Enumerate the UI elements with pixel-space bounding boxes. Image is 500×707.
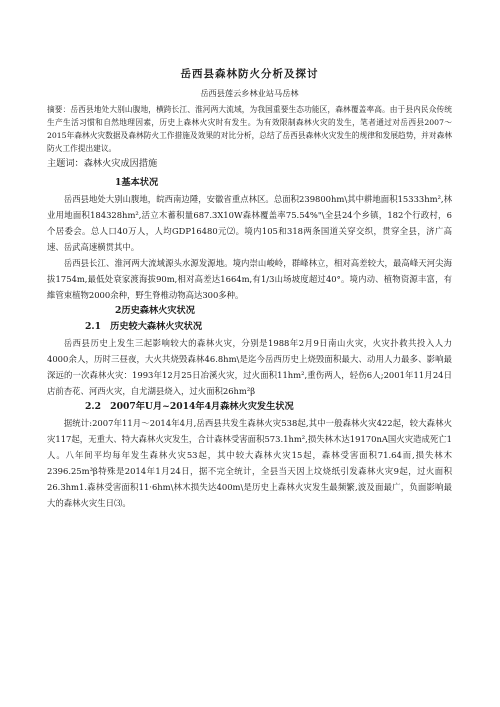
paragraph: 岳西县历史上发生三起影响较大的森林火灾，分别是1988年2月9日南山火灾，火灾扑救共投入人力4000余人，历时三昼夜，大火共烧毁森林46.8hm\是迄今岳西历史上烧毁面积最大、动用人力最多、影响最深远的一次森林火灾：1993年12月25日冶溪火灾，过火面积11hm²,重伤两人，轻伤6人;2001年11月24日店前杏花、河西火灾，自尤湖县烧入，过火面积26hm²β (47, 338, 452, 396)
section-heading: 2历史森林火灾状况 (115, 305, 195, 316)
subsection-heading: 2.2 2007年U月~2014年4月森林火灾发生状况 (85, 401, 294, 412)
subsection-major-fires (47, 319, 452, 399)
paragraph: 据统计:2007年11月～2014年4月,岳西县共发生森林火灾538起,其中一般森林火灾422起，较大森林火灾117起，无重大、特大森林火灾发生，合计森林受害面积573.1hm²,损失林木达19170nA国火灾造成死亡1人。八年间平均每年发生森林火灾53起，其中较大森林火灾15起，森林受害面积71.64而,损失林木2396.25m³β特殊是2014年1月24日，据不完全统计，全县当天因上坟烧纸引发森林火灾9起，过火面积26.3hm1.森林受害面积11·6hm\林木损失达400m\是历史上森林火灾发生最频繁,波及面最广，负面影响最大的森林火灾生日⑶。 (47, 418, 452, 508)
paragraph: 岳西县长江、淮河两大流域源头水源发源地。境内崇山峻岭，群峰林立，相对高差较大，最高峰天河尖海拔1754m,最低处衰家渡海拔90m,相对高差达1664m,有1/3山场坡度超过40°。境内动、植物资源丰富，有維管束植物2000余种，野生脊椎动物高达300多种。 (47, 258, 452, 300)
author-line: 岳西县莲云乡林业站马岳林 (200, 88, 299, 98)
section-heading: 1基本状况 (115, 177, 159, 188)
abstract: 摘要：岳西县地处大别山腹地，横跨长江、淮河两大流域，为我国重要生态功能区，森林覆盖率高。由于县内民众传统生产生活习惯和自然地理因素，历史上森林火灾时有发生。为有效限制森林火灾的发生，笔者通过对岳西县2007～2015年森林火灾数据及森林防火工作措施及效果的对比分析，总结了岳西县森林火灾发生的规律和发展趋势，并对森林防火工作提出建议。 (47, 105, 452, 153)
subsection-fire-stats (47, 399, 452, 511)
document-title: 岳西县森林防火分析及探讨 (180, 68, 319, 80)
subsection-heading: 2.1 历史较大森林火灾状况 (85, 321, 203, 332)
section-history (47, 303, 452, 319)
keywords: 主题词：森林火灾成因措施 (47, 158, 158, 169)
paragraph: 岳西县地处大别山腹地，皖西南边陲，安徽省重点林区。总面积239800hm\其中耕地面积15333hm²,林业用地面积184328hm²,活立木蓄积量687.3X10W森林覆盖率75.54%"\全县24个乡镇，182个行政村，6个居委会。总人口40万人，人均GDP16480元⑵。境内105和318两条国道关穿交织，贯穿全县，济广高速、岳武高速横贯其中。 (47, 194, 452, 252)
section-basic (47, 175, 452, 303)
